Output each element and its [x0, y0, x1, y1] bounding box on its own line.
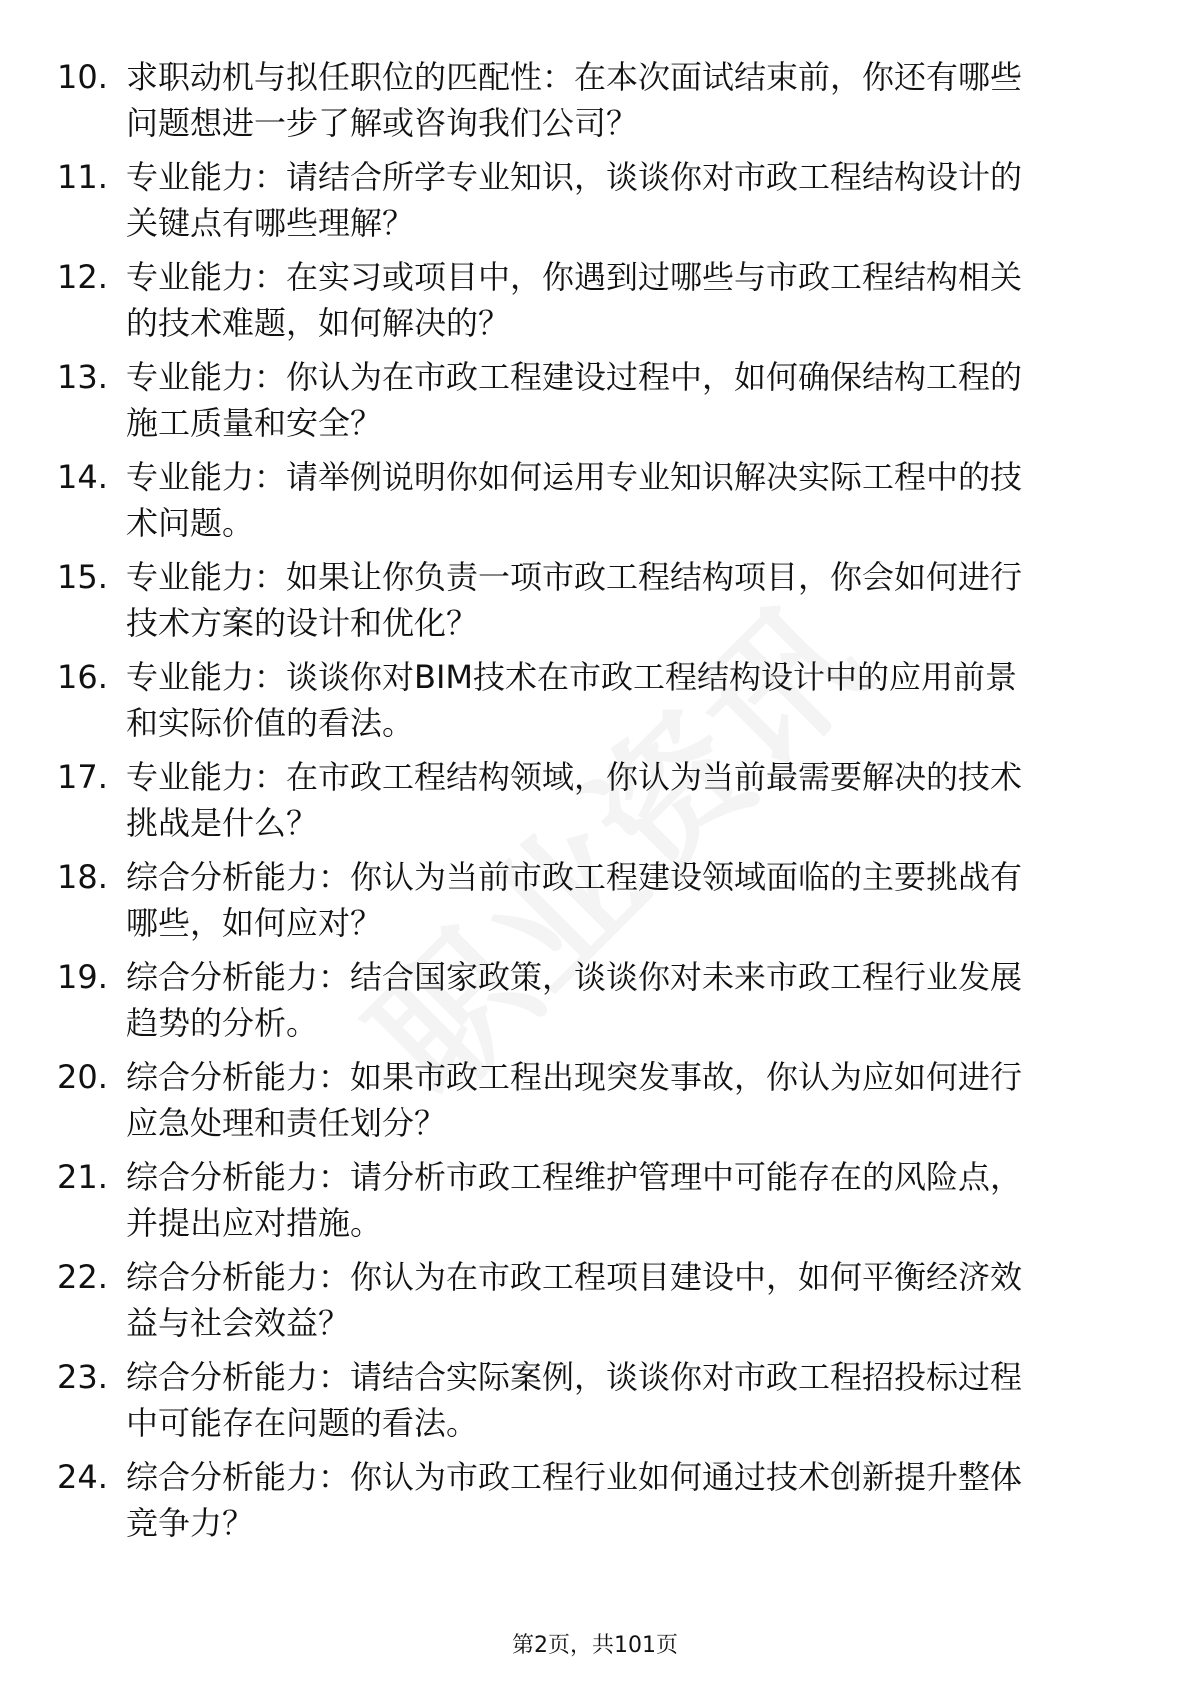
question-text: 综合分析能力：你认为当前市政工程建设领域面临的主要挑战有 哪些，如何应对？ [126, 858, 1023, 942]
question-item [0, 554, 1190, 654]
question-text: 综合分析能力：请分析市政工程维护管理中可能存在的风险点， 并提出应对措施。 [126, 1158, 1023, 1242]
question-text: 专业能力：请结合所学专业知识，谈谈你对市政工程结构设计的 关键点有哪些理解？ [126, 158, 1023, 242]
question-number: 15. [57, 558, 108, 596]
question-number: 19. [57, 958, 108, 996]
page-footer: 第2页，共101页 [512, 1633, 678, 1658]
question-text: 专业能力：请举例说明你如何运用专业知识解决实际工程中的技 术问题。 [126, 458, 1023, 542]
question-text: 专业能力：在实习或项目中，你遇到过哪些与市政工程结构相关 的技术难题，如何解决的？ [126, 258, 1023, 342]
question-item [0, 954, 1190, 1054]
question-number: 24. [57, 1458, 108, 1496]
question-text: 综合分析能力：如果市政工程出现突发事故，你认为应如何进行 应急处理和责任划分？ [126, 1058, 1023, 1142]
question-number: 17. [57, 758, 108, 796]
question-item [0, 54, 1190, 154]
question-number: 14. [57, 458, 108, 496]
question-item [0, 1154, 1190, 1254]
question-text: 综合分析能力：结合国家政策，谈谈你对未来市政工程行业发展 趋势的分析。 [126, 958, 1023, 1042]
question-number: 22. [57, 1258, 108, 1296]
question-text: 专业能力：你认为在市政工程建设过程中，如何确保结构工程的 施工质量和安全？ [126, 358, 1023, 442]
question-list [0, 54, 1190, 1554]
question-item [0, 1254, 1190, 1354]
question-number: 23. [57, 1358, 108, 1396]
question-number: 13. [57, 358, 108, 396]
question-number: 11. [57, 158, 108, 196]
question-number: 21. [57, 1158, 108, 1196]
question-text: 综合分析能力：你认为在市政工程项目建设中，如何平衡经济效 益与社会效益？ [126, 1258, 1023, 1342]
question-item [0, 454, 1190, 554]
question-item [0, 854, 1190, 954]
question-text: 综合分析能力：你认为市政工程行业如何通过技术创新提升整体 竞争力？ [126, 1458, 1023, 1542]
question-item [0, 154, 1190, 254]
question-number: 18. [57, 858, 108, 896]
question-item [0, 1054, 1190, 1154]
question-item [0, 1454, 1190, 1554]
question-item [0, 254, 1190, 354]
question-number: 10. [57, 58, 108, 96]
question-text: 综合分析能力：请结合实际案例，谈谈你对市政工程招投标过程 中可能存在问题的看法。 [126, 1358, 1023, 1442]
question-item [0, 654, 1190, 754]
question-text: 求职动机与拟任职位的匹配性：在本次面试结束前，你还有哪些 问题想进一步了解或咨询我们公司？ [126, 58, 1023, 142]
question-item [0, 354, 1190, 454]
question-text: 专业能力：在市政工程结构领域，你认为当前最需要解决的技术 挑战是什么？ [126, 758, 1023, 842]
question-number: 20. [57, 1058, 108, 1096]
question-item [0, 1354, 1190, 1454]
question-text: 专业能力：如果让你负责一项市政工程结构项目，你会如何进行 技术方案的设计和优化？ [126, 558, 1023, 642]
question-number: 16. [57, 658, 108, 696]
question-number: 12. [57, 258, 108, 296]
question-item [0, 754, 1190, 854]
question-text: 专业能力：谈谈你对BIM技术在市政工程结构设计中的应用前景 和实际价值的看法。 [126, 658, 1018, 742]
